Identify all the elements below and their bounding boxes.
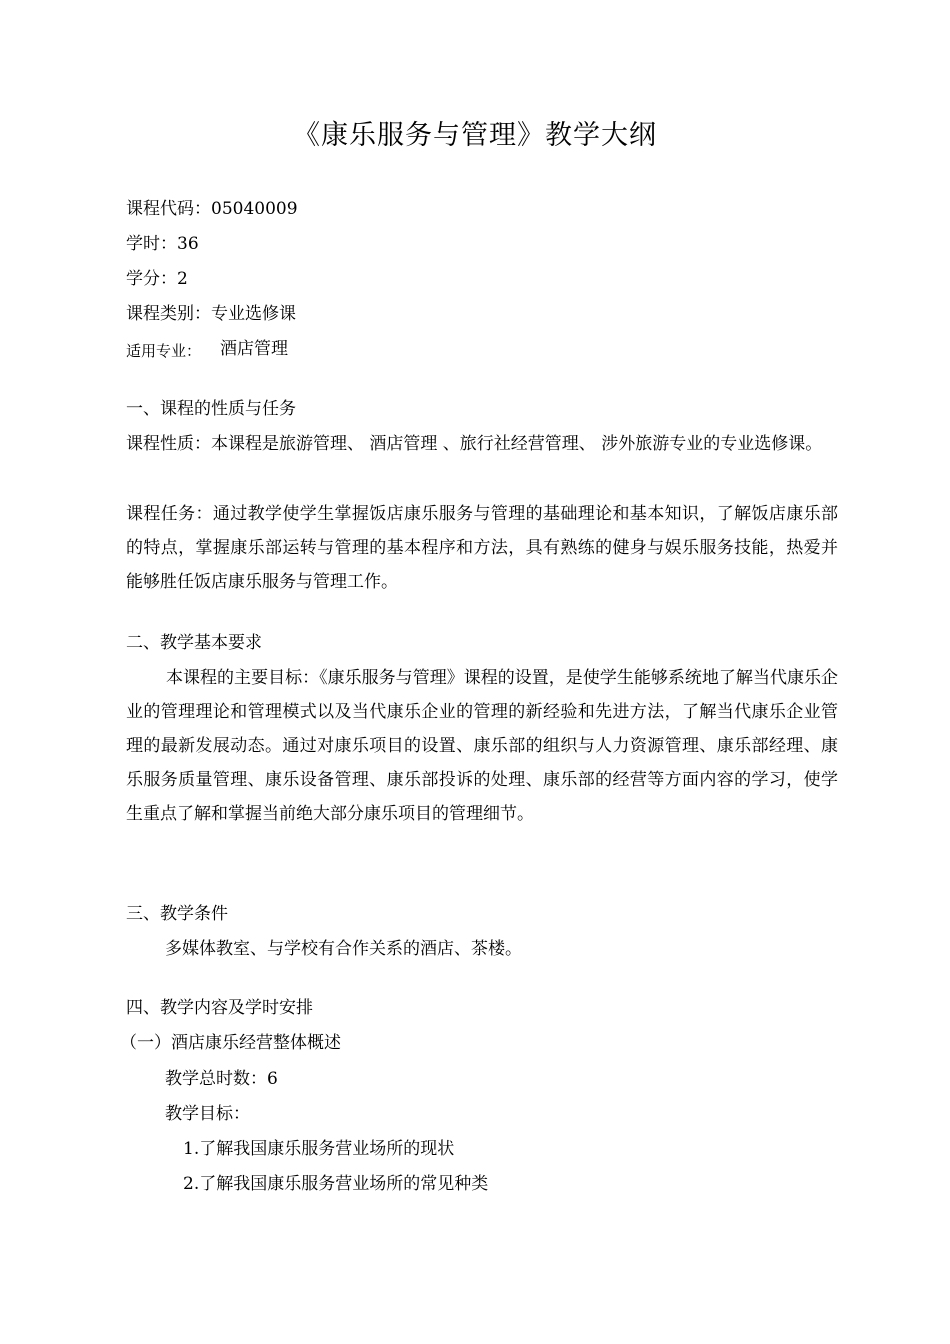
section3-body: 多媒体教室、与学校有合作关系的酒店、茶楼。 xyxy=(165,939,522,959)
major-value: 酒店管理 xyxy=(220,339,288,359)
course-category: 课程类别：专业选修课 xyxy=(126,304,296,324)
section2-heading: 二、教学基本要求 xyxy=(126,633,262,653)
goal-item: 2.了解我国康乐服务营业场所的常见种类 xyxy=(183,1174,489,1194)
course-hours: 学时：36 xyxy=(126,234,199,254)
subsection1-heading: （一）酒店康乐经营整体概述 xyxy=(120,1033,341,1053)
subsection1-goal-label: 教学目标： xyxy=(165,1104,250,1124)
section1-task: 课程任务：通过教学使学生掌握饭店康乐服务与管理的基础理论和基本知识，了解饭店康乐部的特点，掌握康乐部运转与管理的基本程序和方法，具有熟练的健身与娱乐服务技能，热爱并能够胜任饭店康乐服务与管理工作。 xyxy=(126,504,838,592)
goal-item: 1.了解我国康乐服务营业场所的现状 xyxy=(183,1139,455,1159)
course-code: 课程代码：05040009 xyxy=(126,199,298,219)
section3-heading: 三、教学条件 xyxy=(126,904,228,924)
section1-nature: 课程性质：本课程是旅游管理、 酒店管理 、旅行社经营管理、 涉外旅游专业的专业选修课。 xyxy=(126,434,823,454)
section2-body: 本课程的主要目标：《康乐服务与管理》课程的设置，是使学生能够系统地了解当代康乐企业的管理理论和管理模式以及当代康乐企业的管理的新经验和先进方法，了解当代康乐企业管理的最新发展动态。通过对康乐项目的设置、康乐部的组织与人力资源管理、康乐部经理、康乐服务质量管理、康乐设备管理、康乐部投诉的处理、康乐部的经营等方面内容的学习，使学生重点了解和掌握当前绝大部分康乐项目的管理细节。 xyxy=(126,668,838,824)
section1-heading: 一、课程的性质与任务 xyxy=(126,399,296,419)
course-credits: 学分：2 xyxy=(126,269,188,289)
page-title: 《康乐服务与管理》教学大纲 xyxy=(293,120,657,151)
subsection1-hours: 教学总时数：6 xyxy=(165,1069,278,1089)
major-label: 适用专业： xyxy=(126,342,202,360)
section4-heading: 四、教学内容及学时安排 xyxy=(126,998,313,1018)
